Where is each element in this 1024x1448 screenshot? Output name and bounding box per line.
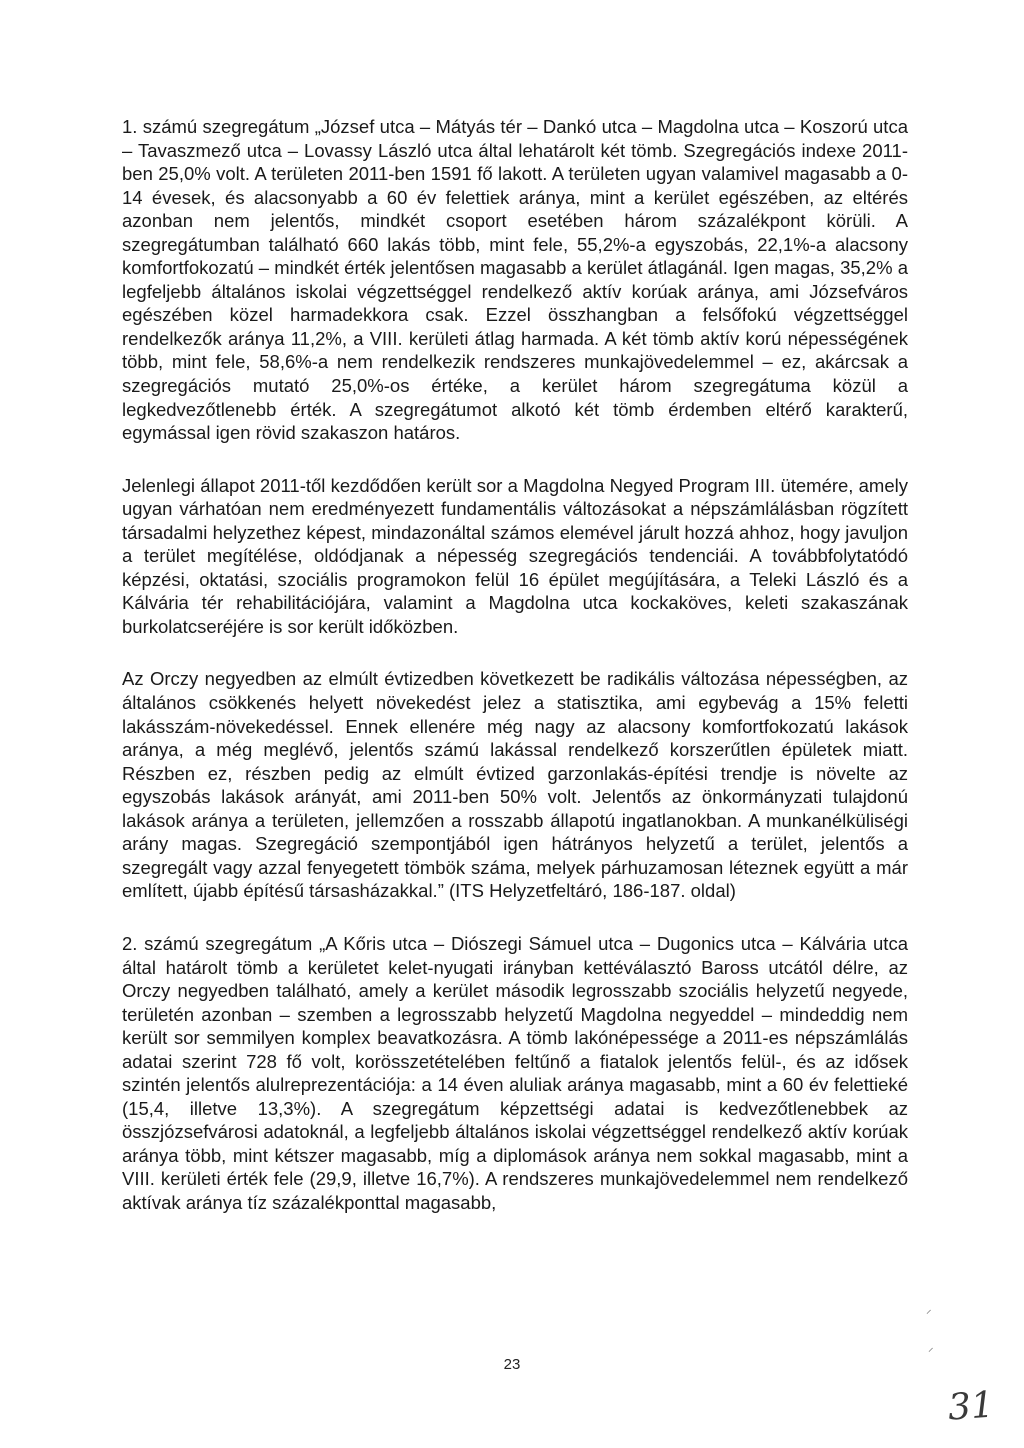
paragraph-orczy-district: Az Orczy negyedben az elmúlt évtizedben következett be radikális változása népességben, az általános csökkenés helyett növekedést jelez a statisztika, ami egybevág a 15% feletti lakásszám-növekedéssel. Ennek ellenére még nagy az alacsony komfortfokozatú lakások aránya, a még meglévő, jelentős számú lakással rendelkező korszerűtlen épületek miatt. Részben ez, részben pedig az elmúlt évtized garzonlakás-építési trendje is növelte az egyszobás lakások arányát, ami 2011-ben 50% volt. Jelentős az önkormányzati tulajdonú lakások aránya a területen, jellemzően a rosszabb állapotú ingatlanokban. A munkanélküliségi arány magas. Szegregáció szempontjából igen hátrányos helyzetű a terület, jelentős a szegregált vagy azzal fenyegetett tömbök száma, melyek párhuzamosan léteznek együtt a már említett, újabb építésű társasházakkal.” (ITS Helyzetfeltáró, 186-187. oldal) [122, 668, 908, 902]
document-body [122, 115, 908, 1244]
paragraph-segregation-2: 2. számú szegregátum „A Kőris utca – Diószegi Sámuel utca – Dugonics utca – Kálvária utca által határolt tömb a kerületet kelet-nyugati irányban kettéválasztó Baross utcától délre, az Orczy negyedben található, amely a kerület második legrosszabb szociális helyzetű negyede, területén azonban – szemben a legrosszabb helyzetű Magdolna negyeddel – mindeddig nem került sor semmilyen komplex beavatkozásra. A tömb lakónépessége a 2011-es népszámlálás adatai szerint 728 fő volt, korösszetételében feltűnő a fiatalok jelentős felül-, és az idősek szintén jelentős alulreprezentációja: a 14 éven aluliak aránya magasabb, mint a 60 év felettieké (15,4, illetve 13,3%). A szegregátum képzettségi adatai is kedvezőtlenebbek az összjózsefvárosi adatoknál, a legfeljebb általános iskolai végzettséggel rendelkező aktív korúak aránya több, mint kétszer magasabb, míg a diplomások aránya nem sokkal magasabb, mint a VIII. kerületi érték fele (29,9, illetve 16,7%). A rendszeres munkajövedelemmel nem rendelkező aktívak aránya tíz százalékponttal magasabb, [122, 932, 908, 1213]
pen-mark-icon: ⸝ [928, 1342, 934, 1354]
handwritten-page-number: 31 [946, 1384, 996, 1429]
paragraph-segregation-1: 1. számú szegregátum „József utca – Mátyás tér – Dankó utca – Magdolna utca – Koszorú utca – Tavaszmező utca – Lovassy László utca által lehatárolt két tömb. Szegregációs indexe 2011-ben 25,0% volt. A területen 2011-ben 1591 fő lakott. A területen ugyan valamivel magasabb a 0-14 évesek, és alacsonyabb a 60 év felettiek aránya, mint a kerület egészében, az eltérés azonban nem jelentős, mindkét csoport esetében három százalékpont körüli. A szegregátumban található 660 lakás több, mint fele, 55,2%-a egyszobás, 22,1%-a alacsony komfortfokozatú – mindkét érték jelentősen magasabb a kerület átlagánál. Igen magas, 35,2% a legfeljebb általános iskolai végzettséggel rendelkező aktív korúak aránya, ami Józsefváros egészében közel harmadekkora csak. Ezzel összhangban a felsőfokú végzettséggel rendelkezők aránya 11,2%, a VIII. kerületi átlag harmada. A két tömb aktív korú népességének több, mint fele, 58,6%-a nem rendelkezik rendszeres munkajövedelemmel – ez, akárcsak a szegregációs mutató 25,0%-os értéke, a kerület három szegregátuma közül a legkedvezőtlenebb érték. A szegregátumot alkotó két tömb érdemben eltérő karakterű, egymással igen rövid szakaszon határos. [122, 116, 908, 444]
page-number: 23 [503, 1356, 521, 1373]
paragraph-current-state: Jelenlegi állapot 2011-től kezdődően került sor a Magdolna Negyed Program III. ütemére, amely ugyan várhatóan nem eredményezett fundamentális változásokat a népszámlálásban rögzített társadalmi helyzethez képest, mindazonáltal számos elemével járult hozzá ahhoz, hogy javuljon a terület megítélése, oldódjanak a népesség szegregációs tendenciái. A továbbfolytatódó képzési, oktatási, szociális programokon felül 16 épület megújítására, a Teleki László és a Kálvária tér rehabilitációjára, valamint a Magdolna utca kockaköves, keleti szakaszának burkolatcseréjére is sor került időközben. [122, 474, 908, 637]
pen-mark-icon: ⸝ [926, 1304, 932, 1316]
